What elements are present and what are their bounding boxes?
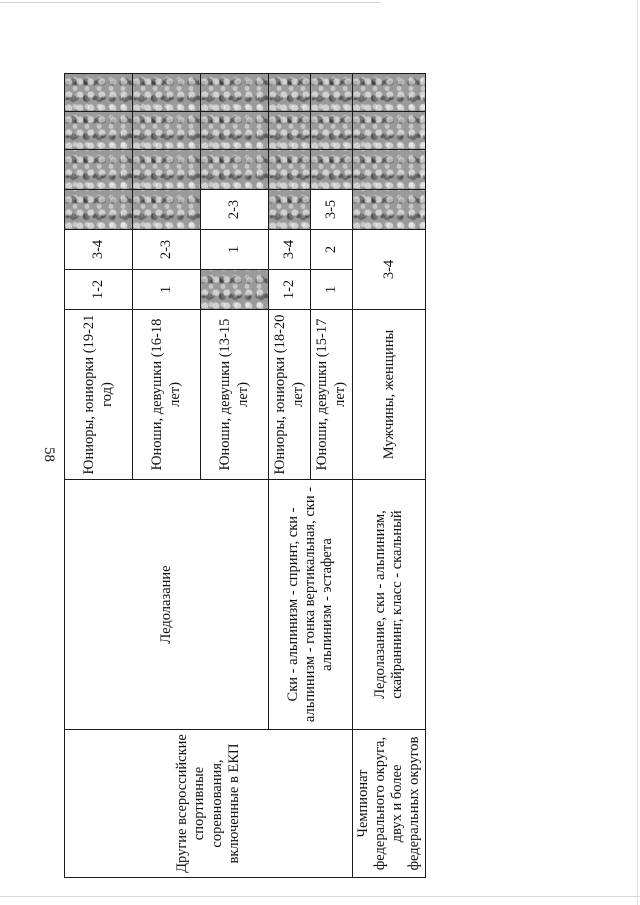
rank-cell: 3-4 [353, 230, 426, 310]
shaded-cell [269, 190, 311, 230]
shaded-cell [65, 150, 133, 190]
shaded-cell [201, 74, 269, 112]
competition-cell: Чемпионат федерального округа, двух и более федеральных округов [353, 730, 426, 878]
rank-cell: 2 [311, 230, 353, 270]
shaded-cell [269, 150, 311, 190]
shaded-cell [353, 112, 426, 150]
shaded-cell [133, 112, 201, 150]
table-row [353, 74, 426, 878]
shaded-cell [353, 190, 426, 230]
rotated-table-container [64, 74, 423, 878]
page-edge [0, 896, 640, 897]
shaded-cell [133, 150, 201, 190]
group-cell: Юниоры, юниорки (19-21 год) [65, 310, 133, 480]
group-cell: Юноши, девушки (15-17 лет) [311, 310, 353, 480]
discipline-cell: Ледолазание, ски - альпинизм, скайраннинг, класс - скальный [353, 480, 426, 730]
shaded-cell [269, 74, 311, 112]
discipline-cell: Ледолазание [65, 480, 269, 730]
rank-cell: 1-2 [65, 270, 133, 310]
shaded-cell [201, 150, 269, 190]
group-cell: Юноши, девушки (13-15 лет) [201, 310, 269, 480]
rank-cell: 1-2 [269, 270, 311, 310]
rank-cell: 3-4 [65, 230, 133, 270]
shaded-cell [353, 150, 426, 190]
shaded-cell [133, 74, 201, 112]
page-edge [637, 0, 638, 905]
rank-cell: 2-3 [201, 190, 269, 230]
group-cell: Юноши, девушки (16-18 лет) [133, 310, 201, 480]
shaded-cell [353, 74, 426, 112]
shaded-cell [65, 112, 133, 150]
shaded-cell [65, 74, 133, 112]
shaded-cell [269, 112, 311, 150]
discipline-cell: Ски - альпинизм - спринт, ски - альпинизм - гонка вертикальная, ски - альпинизм - эстафета [269, 480, 353, 730]
rank-cell: 1 [311, 270, 353, 310]
rank-table [64, 73, 426, 878]
shaded-cell [311, 112, 353, 150]
shaded-cell [311, 150, 353, 190]
table-row [65, 74, 133, 878]
shaded-cell [201, 270, 269, 310]
competition-cell: Другие всероссийские спортивные соревнования, включенные в ЕКП [65, 730, 353, 878]
rank-cell: 1 [133, 270, 201, 310]
shaded-cell [65, 190, 133, 230]
group-cell: Мужчины, женщины [353, 310, 426, 480]
rank-cell: 3-5 [311, 190, 353, 230]
shaded-cell [201, 112, 269, 150]
page-edge [0, 2, 380, 3]
group-cell: Юниоры, юниорки (18-20 лет) [269, 310, 311, 480]
rank-cell: 1 [201, 230, 269, 270]
shaded-cell [133, 190, 201, 230]
shaded-cell [311, 74, 353, 112]
page-number: 58 [41, 447, 57, 462]
rank-cell: 3-4 [269, 230, 311, 270]
rank-cell: 2-3 [133, 230, 201, 270]
